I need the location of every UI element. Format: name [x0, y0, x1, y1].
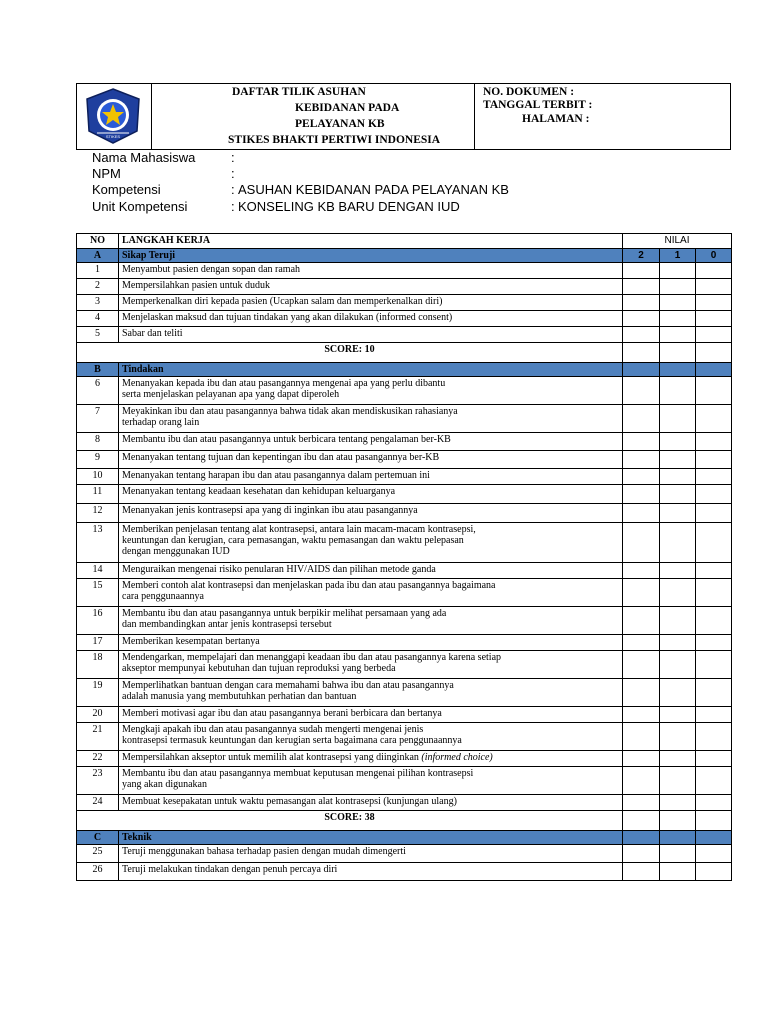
row-step-text: Menguraikan mengenai risiko penularan HIV/AIDS dan pilihan metode ganda	[119, 563, 623, 579]
score-input-cell[interactable]	[623, 767, 660, 795]
info-colon: :	[231, 199, 235, 214]
row-number: 19	[77, 679, 119, 707]
row-step-text: Memperkenalkan diri kepada pasien (Ucapkan salam dan memperkenalkan diri)	[119, 295, 623, 311]
checklist-table	[76, 233, 732, 881]
score-input-cell[interactable]	[660, 279, 696, 295]
score-input-cell[interactable]	[696, 707, 732, 723]
section-code: A	[77, 249, 119, 263]
score-input-cell[interactable]	[696, 607, 732, 635]
score-input-cell[interactable]	[660, 795, 696, 811]
table-row	[77, 767, 732, 795]
score-input-cell[interactable]	[696, 279, 732, 295]
score-input-cell[interactable]	[623, 845, 660, 863]
table-row	[77, 469, 732, 485]
score-input-cell[interactable]	[623, 279, 660, 295]
row-step-text: Mempersilahkan akseptor untuk memilih alat kontrasepsi yang diinginkan (informed choice)	[119, 751, 623, 767]
score-input-cell[interactable]	[696, 523, 732, 563]
table-row	[77, 263, 732, 279]
row-step-text: Teruji menggunakan bahasa terhadap pasien dengan mudah dimengerti	[119, 845, 623, 863]
table-row	[77, 751, 732, 767]
table-row	[77, 311, 732, 327]
title-line-2: KEBIDANAN PADA	[295, 102, 400, 114]
score-input-cell[interactable]	[623, 707, 660, 723]
info-label: Kompetensi	[92, 182, 161, 197]
row-step-text: Memberi contoh alat kontrasepsi dan menjelaskan pada ibu dan atau pasangannya bagaimana cara penggunaannya	[119, 579, 623, 607]
score-input-cell[interactable]	[660, 485, 696, 504]
score-input-cell[interactable]	[660, 863, 696, 881]
table-row	[77, 405, 732, 433]
row-number: 6	[77, 377, 119, 405]
row-number: 3	[77, 295, 119, 311]
score-input-cell[interactable]	[660, 311, 696, 327]
score-total-cell	[696, 811, 732, 831]
row-step-text: Menanyakan tentang harapan ibu dan atau pasangannya dalam pertemuan ini	[119, 469, 623, 485]
row-step-text: Menanyakan tentang keadaan kesehatan dan kehidupan keluarganya	[119, 485, 623, 504]
row-step-text: Memberikan penjelasan tentang alat kontrasepsi, antara lain macam-macam kontrasepsi, keuntungan dan kerugian, cara pemasangan, waktu pemasangan dan waktu pelepasan dengan menggunakan IUD	[119, 523, 623, 563]
row-number: 10	[77, 469, 119, 485]
row-number: 5	[77, 327, 119, 343]
score-input-cell[interactable]	[623, 327, 660, 343]
row-step-text: Mengkaji apakah ibu dan atau pasangannya sudah mengerti mengenai jenis kontrasepsi termasuk keuntungan dan kerugian serta bagaimana cara penggunaannya	[119, 723, 623, 751]
table-row	[77, 295, 732, 311]
score-input-cell[interactable]	[623, 263, 660, 279]
section-score-total: SCORE: 10	[77, 343, 623, 363]
score-input-cell[interactable]	[696, 563, 732, 579]
table-row	[77, 607, 732, 635]
info-label: Unit Kompetensi	[92, 199, 188, 214]
row-number: 9	[77, 451, 119, 469]
score-input-cell[interactable]	[696, 469, 732, 485]
score-input-cell[interactable]	[623, 723, 660, 751]
section-score-cell	[623, 363, 660, 377]
score-input-cell[interactable]	[660, 563, 696, 579]
section-header-row	[77, 831, 732, 845]
score-input-cell[interactable]	[696, 311, 732, 327]
row-step-text: Memperlihatkan bantuan dengan cara memahami bahwa ibu dan atau pasangannya adalah manusia yang membutuhkan perhatian dan bantuan	[119, 679, 623, 707]
score-input-cell[interactable]	[660, 751, 696, 767]
table-row	[77, 651, 732, 679]
table-header-row	[77, 234, 732, 249]
score-input-cell[interactable]	[696, 377, 732, 405]
row-number: 26	[77, 863, 119, 881]
score-total-cell	[696, 343, 732, 363]
row-number: 22	[77, 751, 119, 767]
score-total-cell	[623, 811, 660, 831]
score-input-cell[interactable]	[623, 485, 660, 504]
score-input-cell[interactable]	[660, 504, 696, 523]
row-step-text: Memberikan kesempatan bertanya	[119, 635, 623, 651]
row-step-text: Membantu ibu dan atau pasangannya untuk berpikir melihat persamaan yang ada dan membandingkan antar jenis kontrasepsi tersebut	[119, 607, 623, 635]
row-step-text: Mempersilahkan pasien untuk duduk	[119, 279, 623, 295]
row-number: 15	[77, 579, 119, 607]
logo-caption: STIKES	[105, 134, 121, 139]
score-input-cell[interactable]	[696, 635, 732, 651]
score-input-cell[interactable]	[623, 433, 660, 451]
score-total-cell	[623, 343, 660, 363]
score-input-cell[interactable]	[623, 751, 660, 767]
score-input-cell[interactable]	[696, 485, 732, 504]
section-header-row	[77, 249, 732, 263]
table-row	[77, 485, 732, 504]
title-line-3: PELAYANAN KB	[295, 118, 385, 130]
score-input-cell[interactable]	[696, 795, 732, 811]
checklist-body	[77, 234, 732, 881]
table-row	[77, 279, 732, 295]
score-input-cell[interactable]	[660, 377, 696, 405]
score-input-cell[interactable]	[696, 263, 732, 279]
row-step-text: Membantu ibu dan atau pasangannya membuat keputusan mengenai pilihan kontrasepsi yang akan digunakan	[119, 767, 623, 795]
document-header	[76, 83, 731, 150]
table-row	[77, 563, 732, 579]
table-row	[77, 723, 732, 751]
score-input-cell[interactable]	[623, 679, 660, 707]
score-input-cell[interactable]	[696, 433, 732, 451]
score-total-cell	[660, 811, 696, 831]
score-input-cell[interactable]	[623, 579, 660, 607]
table-row	[77, 845, 732, 863]
score-input-cell[interactable]	[660, 469, 696, 485]
row-number: 23	[77, 767, 119, 795]
score-input-cell[interactable]	[660, 433, 696, 451]
table-row	[77, 451, 732, 469]
document-meta-cell	[475, 84, 730, 149]
logo-cell	[77, 84, 152, 149]
row-number: 20	[77, 707, 119, 723]
score-input-cell[interactable]	[660, 607, 696, 635]
score-input-cell[interactable]	[696, 679, 732, 707]
page-label: HALAMAN :	[522, 113, 590, 125]
score-input-cell[interactable]	[623, 405, 660, 433]
score-input-cell[interactable]	[696, 651, 732, 679]
info-value: ASUHAN KEBIDANAN PADA PELAYANAN KB	[238, 182, 509, 197]
stikes-logo-icon	[83, 87, 143, 145]
score-input-cell[interactable]	[660, 295, 696, 311]
score-input-cell[interactable]	[623, 563, 660, 579]
section-code: B	[77, 363, 119, 377]
row-step-text: Menanyakan kepada ibu dan atau pasangannya mengenai apa yang perlu dibantu serta menjelaskan pelayanan apa yang dapat diperoleh	[119, 377, 623, 405]
score-input-cell[interactable]	[696, 723, 732, 751]
table-row	[77, 433, 732, 451]
row-step-text: Menyambut pasien dengan sopan dan ramah	[119, 263, 623, 279]
row-step-text: Membuat kesepakatan untuk waktu pemasangan alat kontrasepsi (kunjungan ulang)	[119, 795, 623, 811]
score-input-cell[interactable]	[623, 469, 660, 485]
score-input-cell[interactable]	[660, 845, 696, 863]
row-number: 14	[77, 563, 119, 579]
info-colon: :	[231, 150, 235, 165]
publish-date-label: TANGGAL TERBIT :	[483, 99, 593, 111]
score-input-cell[interactable]	[623, 607, 660, 635]
doc-number-label: NO. DOKUMEN :	[483, 86, 575, 98]
row-number: 25	[77, 845, 119, 863]
row-number: 7	[77, 405, 119, 433]
score-input-cell[interactable]	[623, 635, 660, 651]
table-row	[77, 707, 732, 723]
score-input-cell[interactable]	[623, 795, 660, 811]
score-column-label: 1	[660, 249, 696, 263]
score-input-cell[interactable]	[660, 451, 696, 469]
table-row	[77, 795, 732, 811]
row-number: 13	[77, 523, 119, 563]
row-number: 12	[77, 504, 119, 523]
row-number: 17	[77, 635, 119, 651]
table-row	[77, 635, 732, 651]
section-header-row	[77, 363, 732, 377]
score-input-cell[interactable]	[623, 377, 660, 405]
score-input-cell[interactable]	[660, 767, 696, 795]
title-cell	[152, 84, 475, 149]
score-input-cell[interactable]	[696, 327, 732, 343]
info-colon: :	[231, 166, 235, 181]
row-number: 1	[77, 263, 119, 279]
score-input-cell[interactable]	[660, 679, 696, 707]
score-input-cell[interactable]	[696, 451, 732, 469]
score-input-cell[interactable]	[696, 295, 732, 311]
row-step-text: Membantu ibu dan atau pasangannya untuk berbicara tentang pengalaman ber-KB	[119, 433, 623, 451]
row-step-text: Menanyakan tentang tujuan dan kepentingan ibu dan atau pasangannya ber-KB	[119, 451, 623, 469]
row-number: 21	[77, 723, 119, 751]
section-score-cell	[696, 363, 732, 377]
table-row	[77, 523, 732, 563]
info-value: KONSELING KB BARU DENGAN IUD	[238, 199, 460, 214]
header-no: NO	[77, 234, 119, 249]
score-input-cell[interactable]	[696, 405, 732, 433]
score-total-cell	[660, 343, 696, 363]
score-input-cell[interactable]	[660, 723, 696, 751]
score-input-cell[interactable]	[623, 295, 660, 311]
score-input-cell[interactable]	[696, 845, 732, 863]
row-number: 18	[77, 651, 119, 679]
score-row	[77, 811, 732, 831]
row-step-text: Sabar dan teliti	[119, 327, 623, 343]
row-step-text: Teruji melakukan tindakan dengan penuh percaya diri	[119, 863, 623, 881]
score-input-cell[interactable]	[696, 767, 732, 795]
row-step-text: Meyakinkan ibu dan atau pasangannya bahwa tidak akan mendiskusikan rahasianya terhadap orang lain	[119, 405, 623, 433]
score-input-cell[interactable]	[623, 863, 660, 881]
section-code: C	[77, 831, 119, 845]
row-step-text: Menjelaskan maksud dan tujuan tindakan yang akan dilakukan (informed consent)	[119, 311, 623, 327]
table-row	[77, 863, 732, 881]
section-title: Teknik	[119, 831, 623, 845]
score-input-cell[interactable]	[623, 504, 660, 523]
score-input-cell[interactable]	[660, 579, 696, 607]
row-number: 24	[77, 795, 119, 811]
row-number: 2	[77, 279, 119, 295]
table-row	[77, 504, 732, 523]
section-score-cell	[623, 831, 660, 845]
score-input-cell[interactable]	[696, 504, 732, 523]
score-input-cell[interactable]	[660, 327, 696, 343]
table-row	[77, 579, 732, 607]
section-score-cell	[660, 831, 696, 845]
row-number: 8	[77, 433, 119, 451]
row-step-text: Memberi motivasi agar ibu dan atau pasangannya berani berbicara dan bertanya	[119, 707, 623, 723]
score-input-cell[interactable]	[623, 523, 660, 563]
info-label: Nama Mahasiswa	[92, 150, 196, 165]
table-row	[77, 679, 732, 707]
title-line-1: DAFTAR TILIK ASUHAN	[232, 86, 366, 98]
row-step-text: Mendengarkan, mempelajari dan menanggapi keadaan ibu dan atau pasangannya karena setiap akseptor mempunyai kebutuhan dan tujuan reproduksi yang berbeda	[119, 651, 623, 679]
info-colon: :	[231, 182, 235, 197]
score-input-cell[interactable]	[623, 651, 660, 679]
score-input-cell[interactable]	[660, 405, 696, 433]
row-number: 16	[77, 607, 119, 635]
row-step-text: Menanyakan jenis kontrasepsi apa yang di inginkan ibu atau pasangannya	[119, 504, 623, 523]
score-input-cell[interactable]	[660, 635, 696, 651]
table-row	[77, 377, 732, 405]
score-input-cell[interactable]	[660, 263, 696, 279]
row-number: 4	[77, 311, 119, 327]
score-input-cell[interactable]	[623, 311, 660, 327]
score-input-cell[interactable]	[623, 451, 660, 469]
row-number: 11	[77, 485, 119, 504]
info-label: NPM	[92, 166, 121, 181]
score-input-cell[interactable]	[660, 523, 696, 563]
section-title: Tindakan	[119, 363, 623, 377]
score-input-cell[interactable]	[660, 707, 696, 723]
score-input-cell[interactable]	[696, 751, 732, 767]
score-column-label: 2	[623, 249, 660, 263]
score-row	[77, 343, 732, 363]
score-input-cell[interactable]	[660, 651, 696, 679]
score-column-label: 0	[696, 249, 732, 263]
score-input-cell[interactable]	[696, 579, 732, 607]
title-line-4: STIKES BHAKTI PERTIWI INDONESIA	[228, 134, 441, 146]
section-score-cell	[696, 831, 732, 845]
section-title: Sikap Teruji	[119, 249, 623, 263]
section-score-total: SCORE: 38	[77, 811, 623, 831]
header-nilai: NILAI	[623, 234, 732, 249]
score-input-cell[interactable]	[696, 863, 732, 881]
section-score-cell	[660, 363, 696, 377]
table-row	[77, 327, 732, 343]
header-step: LANGKAH KERJA	[119, 234, 623, 249]
